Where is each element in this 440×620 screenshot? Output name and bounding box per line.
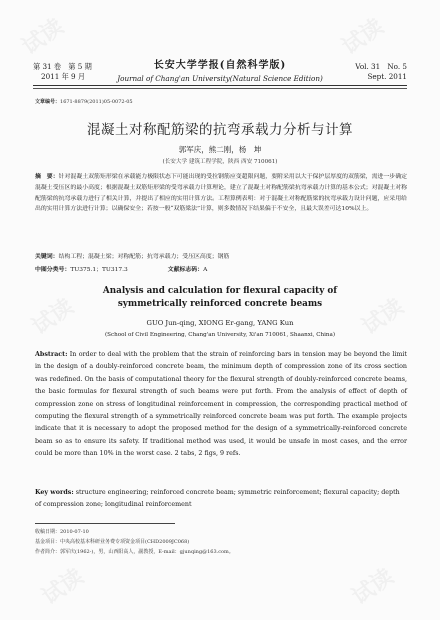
author-bio: 作者简介：郭军庆(1962-)，男，山西阳高人，副教授，E-mail：gjunqing@163.com。: [35, 549, 234, 555]
paper-title-en: Analysis and calculation for flexural capacity of symmetrically reinforced concrete beams: [102, 286, 338, 309]
article-number: 文章编号：1671-8879(2011)05-0072-05: [35, 99, 133, 105]
watermark: 试读: [27, 294, 79, 341]
keywords-cn: 关键词：结构工程；混凝土梁；对称配筋；抗弯承载力；受压区高度；钢筋: [35, 253, 230, 260]
watermark: 试读: [17, 14, 69, 61]
header-divider: [33, 85, 407, 86]
watermark: 试读: [337, 14, 389, 61]
journal-name-cn: 长安大学学报(自然科学版): [153, 60, 287, 71]
abstract-en-label: Abstract:: [35, 351, 68, 358]
document-code: A: [203, 267, 208, 273]
clc-number: TU375.1；TU317.3: [70, 267, 128, 273]
paper-title-cn: 混凝土对称配筋梁的抗弯承载力分析与计算: [87, 122, 353, 138]
received-date: 收稿日期：2010-07-10: [35, 529, 89, 535]
header-left: [33, 62, 92, 82]
header-divider: [33, 88, 407, 89]
abstract-en: [35, 349, 407, 461]
abstract-cn: [35, 172, 407, 215]
authors-en: GUO Jun-qing, XIONG Er-gang, YANG Kun: [146, 319, 294, 327]
journal-name-en: Journal of Chang'an University(Natural Science Edition): [117, 74, 323, 83]
authors-cn: 郭军庆，熊二刚，杨 坤: [178, 145, 262, 154]
date-cn: 2011 年 9 月: [41, 72, 86, 81]
watermark: 试读: [37, 564, 89, 611]
watermark: 试读: [347, 564, 399, 611]
header-right: [355, 62, 407, 82]
abstract-cn-text: 针对混凝土双筋矩形梁在承载能力极限状态下可能出现的受拉钢筋应变超限问题，要附采用以大于保护层厚度的双筋梁，需进一步确定混凝土受压区的最小高度；根据混凝土双筋矩形梁的受弯承载力计算理论，建立了混凝土对称配筋梁抗弯承载力计算的基本公式；对混凝土对称配筋梁的抗弯承载力进行了相关计算，并提出了相应的实用计算方法。工程算例表明：对于混凝土对称配筋梁的抗弯承载力设计问题，应采用给出的实用计算方法进行计算；以确保安全；若按一般“双筋梁法”计算，则多数情况下结果偏于不安全，且最大误差可达10%以上。: [35, 174, 408, 213]
affiliation-cn: (长安大学 建筑工程学院，陕西 西安 710061): [162, 159, 278, 165]
date-en: Sept. 2011: [367, 72, 407, 81]
fund-info: 基金项目：中央高校基本科研业务费专项资金项目(CHD2009JC068): [35, 539, 190, 545]
affiliation-en: (School of Civil Engineering, Chang'an University, Xi'an 710061, Shaanxi, China): [104, 332, 336, 338]
journal-title: [110, 56, 330, 83]
watermark: 试读: [357, 294, 409, 341]
footnote-divider: [35, 523, 175, 524]
keywords-en: Key words: structure engineering; reinforced concrete beam; symmetric reinforcement; flexural capacity; depth of compression zone; longitudinal reinforcement: [35, 489, 400, 509]
classification-cn: 中图分类号：TU375.1；TU317.3 文献标志码：A: [35, 266, 208, 273]
volume-issue-en: Vol. 31 No. 5: [355, 62, 407, 71]
abstract-en-text: In order to deal with the problem that the strain of reinforcing bars in tension may be beyond the limit in the design of a doubly-reinforced concrete beam, the minimum depth of compression zone of its cross section was redefined. On the basis of computational theory for the flexural strength of doubly-reinforced concrete beams, the basic formulas for flexural strength of such beams were put forth. From the analysis of effect of depth of compression zone on stress of longitudinal reinforcement in compression, the corresponding practical method of computing the flexural strength of a symmetrically reinforced concrete beam was put forth. The example projects indicate that it is necessary to adopt the proposed method for the design of a symmetrically-reinforced concrete beam so as to ensure its safety. If traditional method was used, it would be unsafe in most cases, and the error could be more than 10% in the worst case. 2 tabs, 2 figs, 9 refs.: [35, 351, 407, 458]
volume-issue-cn: 第 31 卷 第 5 期: [33, 62, 92, 71]
abstract-cn-label: 摘 要：: [35, 173, 59, 180]
